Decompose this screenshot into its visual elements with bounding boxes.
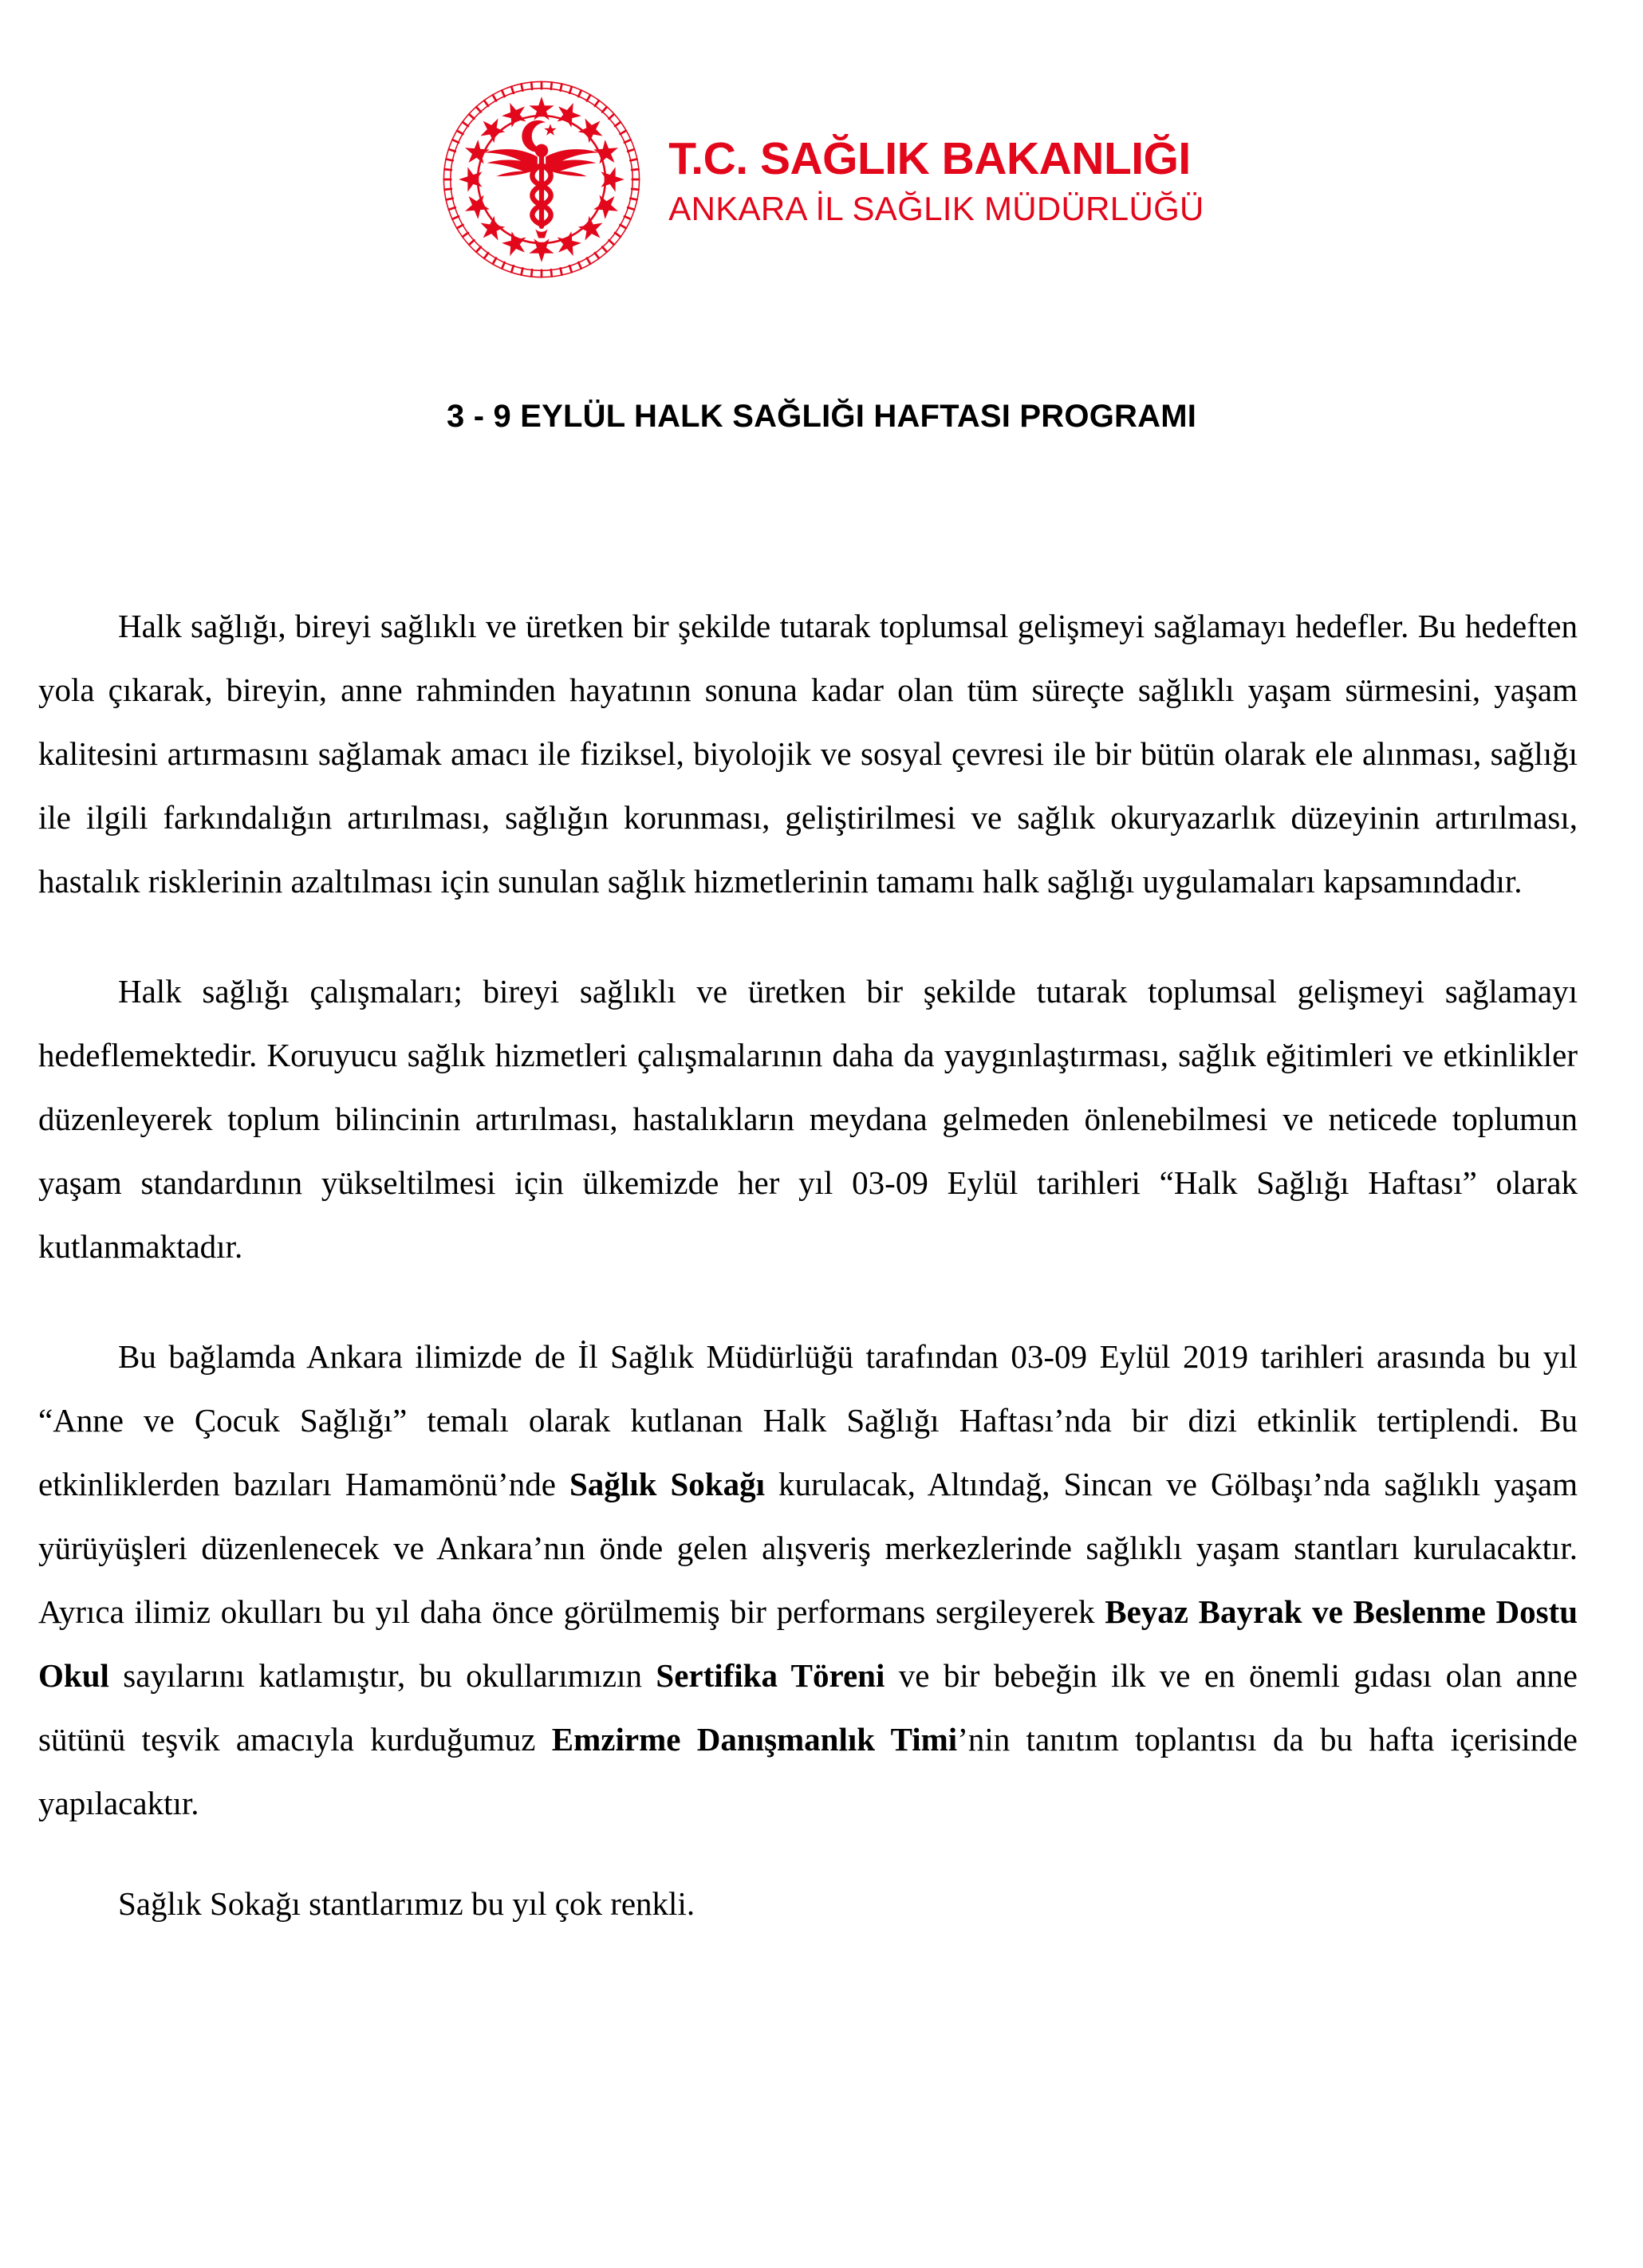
- p3-text-5: ’nin tanıtım toplantısı da bu hafta içerisinde yapılacaktır.: [38, 1721, 1578, 1821]
- ministry-brand-text: [668, 132, 1204, 226]
- provincial-directorate-name: ANKARA İL SAĞLIK MÜDÜRLÜĞÜ: [668, 190, 1204, 228]
- p3-text-2: kurulacak, Altındağ, Sincan ve Gölbaşı’nda sağlıklı yaşam yürüyüşleri düzenlenecek ve Ankara’nın önde gelen alışveriş merkezlerinde sağlıklı yaşam stantları kurulacaktır. Ayrıca ilimiz okulları bu yıl daha önce görülmemiş bir performans sergileyerek: [38, 1466, 1578, 1630]
- document-body: [38, 594, 1578, 1935]
- p3-text-4: ve bir bebeğin ilk ve en önemli gıdası olan anne sütünü teşvik amacıyla kurduğumuz: [38, 1657, 1578, 1758]
- page-title: 3 - 9 EYLÜL HALK SAĞLIĞI HAFTASI PROGRAMI: [446, 399, 1197, 434]
- ministry-name: T.C. SAĞLIK BAKANLIĞI: [668, 133, 1191, 185]
- p3-bold-emzirme-danismanlik-timi: Emzirme Danışmanlık Timi: [551, 1721, 958, 1758]
- paragraph-3: [38, 1325, 1578, 1835]
- p3-bold-beyaz-bayrak-beslenme-dostu-okul: Beyaz Bayrak ve Beslenme Dostu Okul: [38, 1593, 1578, 1694]
- paragraph-4: Sağlık Sokağı stantlarımız bu yıl çok renkli.: [118, 1885, 695, 1922]
- p3-text-3: sayılarını katlamıştır, bu okullarımızın: [108, 1657, 656, 1694]
- p3-text-1: Bu bağlamda Ankara ilimizde de İl Sağlık Müdürlüğü tarafından 03-09 Eylül 2019 tarihleri arasında bu yıl “Anne ve Çocuk Sağlığı” temalı olarak kutlanan Halk Sağlığı Haftası’nda bir dizi etkinlik tertiplendi. Bu etkinliklerden bazıları Hamamönü’nde: [38, 1338, 1578, 1502]
- letterhead: [0, 77, 1643, 282]
- paragraph-1: Halk sağlığı, bireyi sağlıklı ve üretken bir şekilde tutarak toplumsal gelişmeyi sağlamayı hedefler. Bu hedeften yola çıkarak, bireyin, anne rahminden hayatının sonuna kadar olan tüm süreçte sağlıklı yaşam sürmesini, yaşam kalitesini artırmasını sağlamak amacı ile fiziksel, biyolojik ve sosyal çevresi ile bir bütün olarak ele alınması, sağlığı ile ilgili farkındalığın artırılması, sağlığın korunması, geliştirilmesi ve sağlık okuryazarlık düzeyinin artırılması, hastalık risklerinin azaltılması için sunulan sağlık hizmetlerinin tamamı halk sağlığı uygulamaları kapsamındadır.: [38, 608, 1578, 900]
- p3-bold-saglik-sokagi: Sağlık Sokağı: [569, 1466, 765, 1502]
- letterhead-inner: [439, 77, 1204, 282]
- p3-bold-sertifika-toreni: Sertifika Töreni: [656, 1657, 885, 1694]
- tc-saglik-bakanligi-emblem-icon: [439, 77, 644, 282]
- paragraph-2: Halk sağlığı çalışmaları; bireyi sağlıklı ve üretken bir şekilde tutarak toplumsal gelişmeyi sağlamayı hedeflemektedir. Koruyucu sağlık hizmetleri çalışmalarının daha da yaygınlaştırması, sağlık eğitimleri ve etkinlikler düzenleyerek toplum bilincinin artırılması, hastalıkların meydana gelmeden önlenebilmesi ve neticede toplumun yaşam standardının yükseltilmesi için ülkemizde her yıl 03-09 Eylül tarihleri “Halk Sağlığı Haftası” olarak kutlanmaktadır.: [38, 973, 1578, 1265]
